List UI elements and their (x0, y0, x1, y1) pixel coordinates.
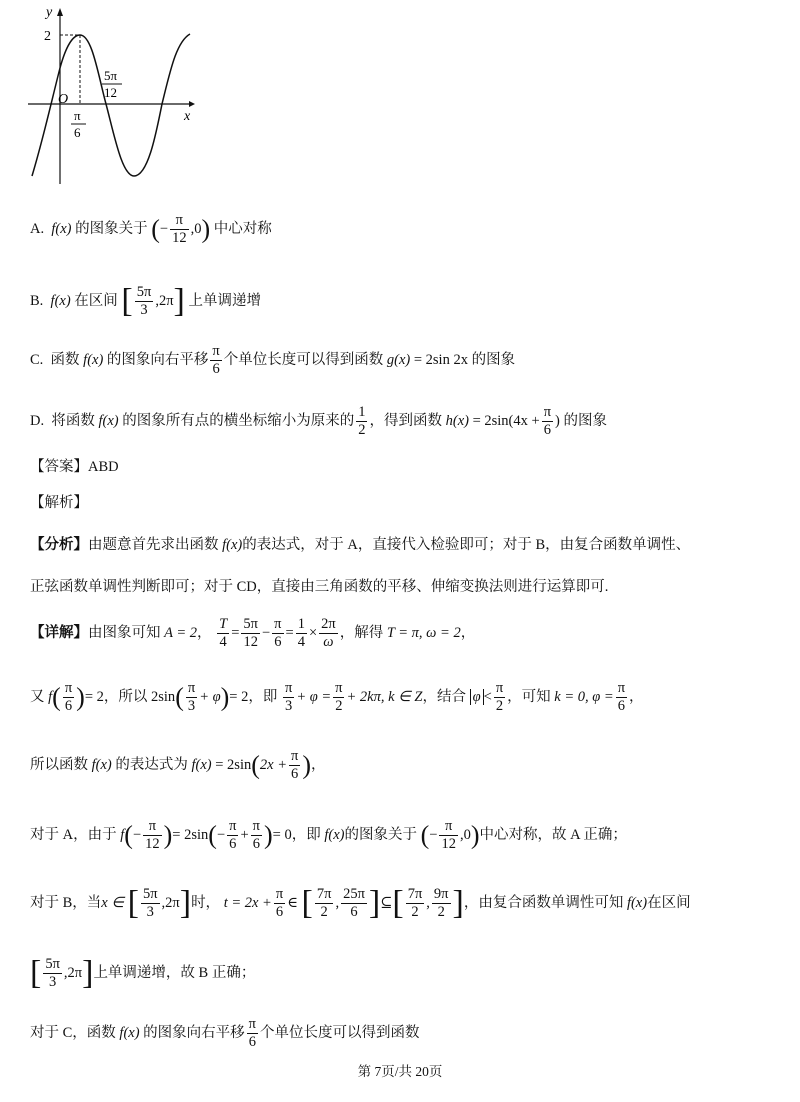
frac-pi-6: $\frac{\pi}{6}$ (274, 616, 282, 650)
frac-1-4: $\frac{1}{4}$ (297, 616, 305, 650)
detail-line-2: 又 f( $\frac{\pi}{6}$ )= 2，所以 2sin( $\frac{\pi}{3}$ + φ)= 2，即 $\frac{\pi}{3}$ + φ = $\frac{\pi}{2}$ + 2kπ, k ∈ Z，结合 φ < $\frac{\pi}{2}$ ，可知 k = 0, φ = $\frac{\pi}{6}$ ， (30, 680, 644, 714)
option-d: D. 将函数 f(x) 的图象所有点的横坐标缩小为原来的 $\frac{1}{2}$ ，得到函数 h(x) = 2sin(4x + $\frac{\pi}{6}$ ) 的图象 (30, 404, 607, 438)
option-b-text2: 上单调递增 (188, 292, 261, 309)
option-d-letter: D. (30, 412, 45, 429)
analysis-tag: 【分析】 (30, 537, 88, 553)
fx: f(x) (191, 756, 212, 773)
detail-line-3: 所以函数 f(x) 的表达式为 f(x) = 2sin(2x + $\frac{\pi}{6}$ )， (30, 748, 326, 782)
frac-5pi-3: $\frac{5\pi}{3}$ (136, 284, 152, 318)
hx: h(x) (445, 412, 469, 429)
answer-line (30, 456, 119, 478)
frac-pi-12: $\frac{\pi}{12}$ (145, 818, 160, 852)
option-a-letter: A. (30, 220, 45, 237)
frac-pi-2: $\frac{\pi}{2}$ (495, 680, 504, 714)
fx: f(x) (324, 826, 345, 843)
frac-5pi-3: $\frac{5\pi}{3}$ (45, 956, 60, 990)
gx: g(x) (386, 351, 411, 368)
option-c: C. 函数 f(x) 的图象向右平移 $\frac{\pi}{6}$ 个单位长度可以得到函数 g(x) = 2sin 2x 的图象 (30, 343, 516, 377)
fx: f(x) (51, 220, 72, 237)
option-a-text2: 中心对称 (213, 220, 272, 237)
frac-pi-12: $\frac{\pi}{12}$ (172, 212, 187, 246)
frac-pi-6: $\frac{\pi}{6}$ (64, 680, 73, 714)
analysis-line-1: 【分析】由题意首先求出函数 f(x)的表达式，对于 A，直接代入检验即可；对于 B，由复合函数单调性、 (30, 537, 691, 553)
sine-curve (32, 34, 190, 176)
frac-9pi-2: $\frac{9\pi}{2}$ (433, 886, 449, 920)
frac-2pi-omega: $\frac{2\pi}{\omega}$ (321, 616, 336, 650)
abs-phi: φ (470, 689, 484, 705)
fx: f(x) (98, 412, 119, 429)
answer-tag: 【答案】 (30, 459, 88, 475)
x-axis-arrow (189, 101, 195, 107)
frac-pi-6: $\frac{\pi}{6}$ (617, 680, 626, 714)
fx: f(x) (222, 537, 243, 553)
fx: f(x) (91, 756, 112, 773)
frac-pi-6: $\frac{\pi}{6}$ (252, 818, 260, 852)
fx: f(x) (83, 351, 104, 368)
answer-value: ABD (88, 459, 119, 475)
frac-1-2: $\frac{1}{2}$ (358, 404, 366, 438)
detail-line-4: 对于 A，由于 f(− $\frac{\pi}{12}$ )= 2sin(− $\frac{\pi}{6}$ + $\frac{\pi}{6}$ )= 0，即 f(x)的图象关于 (− $\frac{\pi}{12}$ ,0)中心对称，故 A 正确； (30, 818, 627, 852)
fx: f(x) (119, 1024, 140, 1041)
frac-pi-6: $\frac{\pi}{6}$ (212, 343, 220, 377)
frac-pi-6: $\frac{\pi}{6}$ (248, 1016, 256, 1050)
origin-label: O (58, 92, 69, 107)
y-tick-2: 2 (44, 29, 51, 44)
frac-pi-6: $\frac{\pi}{6}$ (229, 818, 237, 852)
frac-25pi-6: $\frac{25\pi}{6}$ (343, 886, 365, 920)
frac-7pi-2: $\frac{7\pi}{2}$ (407, 886, 423, 920)
tick-pi6-num: π (74, 108, 81, 123)
x-axis-label: x (184, 109, 191, 124)
option-a-text1: 的图象关于 (75, 220, 148, 237)
jiexi-heading: 【解析】 (30, 495, 88, 511)
detail-tag: 【详解】 (30, 624, 88, 641)
y-axis-arrow (57, 8, 63, 16)
fx: f(x) (50, 292, 71, 309)
frac-pi-6: $\frac{\pi}{6}$ (543, 404, 552, 438)
tick-5pi12-num: 5π (104, 68, 118, 83)
frac-pi-3: $\frac{\pi}{3}$ (187, 680, 196, 714)
tick-5pi12-den: 12 (104, 85, 117, 100)
fx: f(x) (626, 894, 648, 911)
detail-line-6: [ $\frac{5\pi}{3}$ ,2π]上单调递增，故 B 正确； (30, 954, 256, 992)
frac-pi-6: $\frac{\pi}{6}$ (291, 748, 299, 782)
frac-pi-12: $\frac{\pi}{12}$ (441, 818, 456, 852)
detail-line-7: 对于 C，函数 f(x) 的图象向右平移 $\frac{\pi}{6}$ 个单位长度可以得到函数 (30, 1016, 420, 1050)
detail-line-5: 对于 B，当x ∈ [ $\frac{5\pi}{3}$ ,2π]时， t = 2x + $\frac{\pi}{6}$ ∈ [ $\frac{7\pi}{2}$ , $\frac{25\pi}{6}$ ]⊆[ $\frac{7\pi}{2}$ , $\frac{9\pi}{2}$ ]，由复合函数单调性可知 f(x)在区间 (30, 884, 691, 922)
frac-T-4: $\frac{T}{4}$ (219, 616, 228, 650)
option-a: A. f(x) 的图象关于 (− $\frac{\pi}{12}$ ,0) 中心对称 (30, 212, 272, 246)
option-b-text1: 在区间 (74, 292, 118, 309)
page-footer: 第 7页/共 20页 (357, 1064, 443, 1079)
y-axis-label: y (46, 5, 53, 20)
frac-pi-3: $\frac{\pi}{3}$ (284, 680, 293, 714)
frac-7pi-2: $\frac{7\pi}{2}$ (316, 886, 332, 920)
frac-pi-6: $\frac{\pi}{6}$ (275, 886, 284, 920)
option-b: B. f(x) 在区间 [ $\frac{5\pi}{3}$ ,2π] 上单调递增 (30, 282, 261, 320)
frac-5pi-3: $\frac{5\pi}{3}$ (142, 886, 158, 920)
analysis-line-2: 正弦函数单调性判断即可；对于 CD，直接由三角函数的平移、伸缩变换法则进行运算即可. (30, 579, 609, 595)
detail-line-1: 【详解】由图象可知 A = 2， $\frac{T}{4}$ = $\frac{5\pi}{12}$ − $\frac{\pi}{6}$ = $\frac{1}{4}$ × $\frac{2\pi}{\omega}$ ，解得 T = π, ω = 2， (30, 616, 476, 650)
frac-5pi-12: $\frac{5\pi}{12}$ (243, 616, 258, 650)
option-b-letter: B. (30, 292, 44, 309)
tick-pi6-den: 6 (74, 125, 81, 140)
option-c-letter: C. (30, 351, 44, 368)
frac-pi-2: $\frac{\pi}{2}$ (335, 680, 343, 714)
function-graph (24, 4, 204, 190)
